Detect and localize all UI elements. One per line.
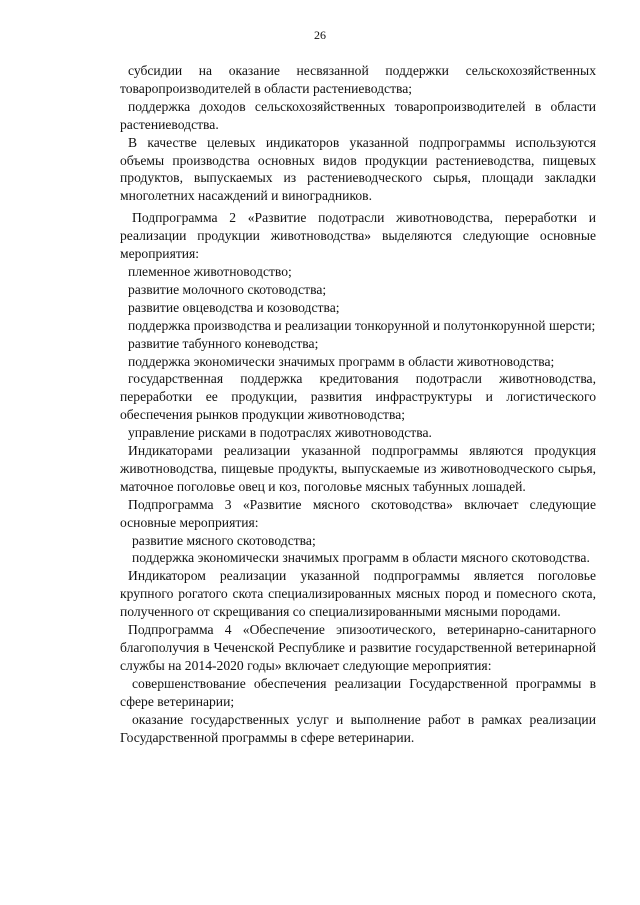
list-item: государственная поддержка кредитования подотрасли животноводства, переработки ее продукции, развития инфраструктуры и логистического обеспечения рынков продукции животноводства; [120, 371, 596, 423]
paragraph: Индикаторами реализации указанной подпрограммы являются продукция животноводства, пищевые продукты, выпускаемые из животноводческого сырья, маточное поголовье овец и коз, поголовье мясных табунных лошадей. [120, 443, 596, 494]
paragraph: Подпрограмма 3 «Развитие мясного скотоводства» включает следующие основные мероприятия: [120, 496, 596, 530]
list-item: поддержка производства и реализации тонкорунной и полутонкорунной шерсти; [128, 317, 596, 333]
list-item: поддержка экономически значимых программ в области мясного скотоводства. [132, 550, 590, 566]
list-item: совершенствование обеспечения реализации Государственной программы в сфере ветеринарии; [120, 675, 596, 709]
paragraph: Подпрограмма 2 «Развитие подотрасли животноводства, переработки и реализации продукции животноводства» выделяются следующие основные мероприятия: [120, 210, 596, 262]
list-item: развитие мясного скотоводства; [132, 532, 316, 548]
page-number: 26 [314, 28, 326, 42]
paragraph: поддержка доходов сельскохозяйственных товаропроизводителей в области растениеводства. [120, 98, 596, 132]
list-item: развитие табунного коневодства; [128, 335, 319, 351]
list-item: племенное животноводство; [128, 263, 292, 279]
list-item: поддержка экономически значимых программ в области животноводства; [128, 353, 555, 369]
list-item: управление рисками в подотраслях животноводства. [128, 425, 432, 441]
list-item: развитие молочного скотоводства; [128, 281, 327, 297]
paragraph: В качестве целевых индикаторов указанной подпрограммы используются объемы производства основных видов продукции растениеводства, пищевых продуктов, выпускаемых из растениеводческого сырья, площади закладки многолетних насаждений и виноградников. [120, 134, 596, 204]
paragraph: субсидии на оказание несвязанной поддержки сельскохозяйственных товаропроизводителей в области растениеводства; [120, 63, 596, 96]
list-item: оказание государственных услуг и выполнение работ в рамках реализации Государственной программы в сфере ветеринарии. [120, 711, 596, 745]
paragraph: Индикатором реализации указанной подпрограммы является поголовье крупного рогатого скота специализированных мясных пород и помесного скота, полученного от скрещивания со специализированными мясными породами. [120, 568, 596, 620]
document-body [120, 62, 596, 746]
list-item: развитие овцеводства и козоводства; [128, 299, 340, 315]
paragraph: Подпрограмма 4 «Обеспечение эпизоотического, ветеринарно-санитарного благополучия в Чеченской Республике и развитие государственной ветеринарной службы на 2014-2020 годы» включает следующие мероприятия: [120, 622, 596, 673]
